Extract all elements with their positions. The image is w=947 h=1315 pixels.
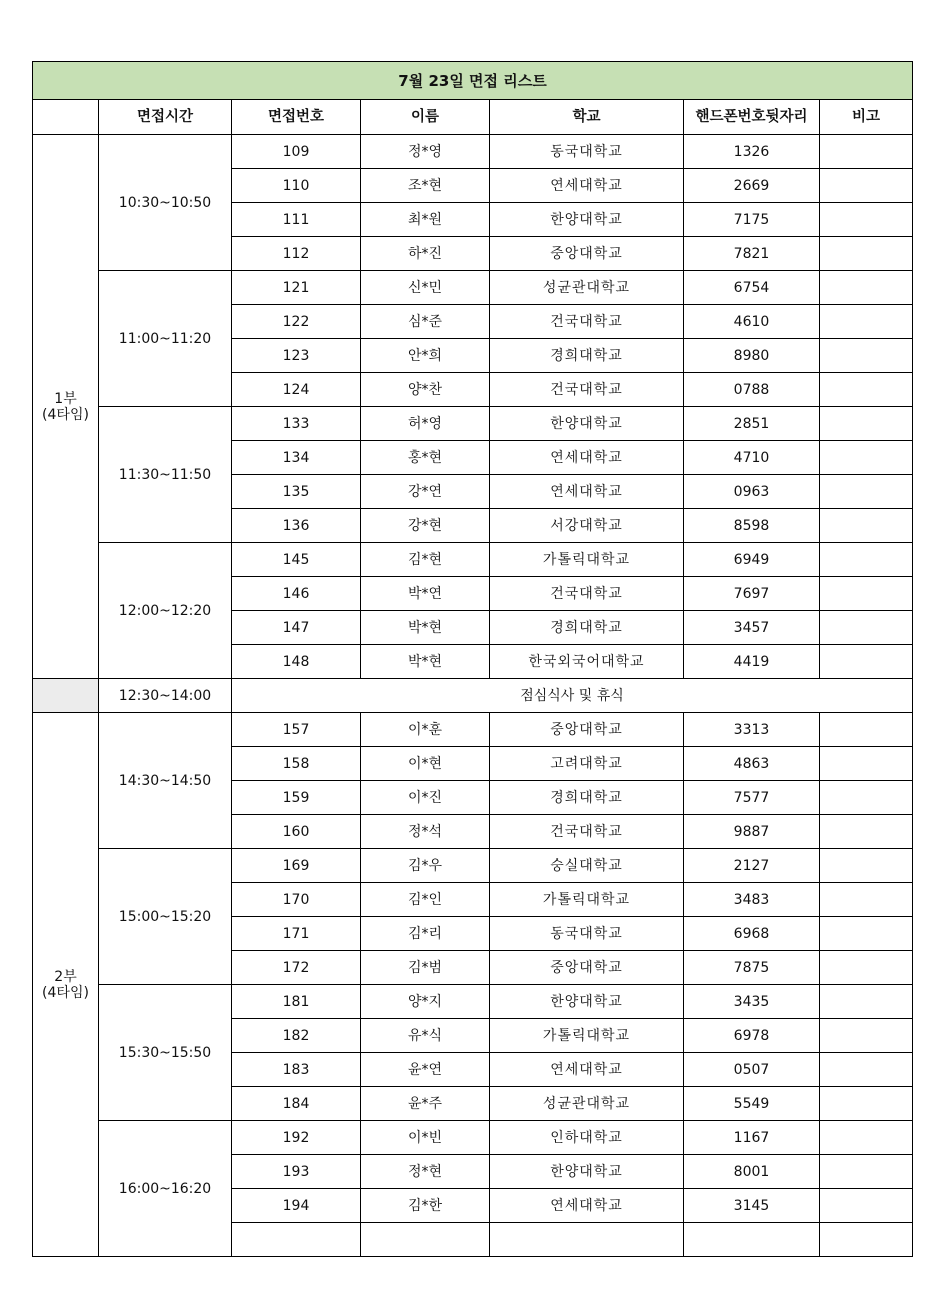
applicant-name: 박*현 (361, 645, 490, 679)
table-row (33, 849, 913, 883)
note-cell (820, 543, 913, 577)
phone-last-digits: 3145 (684, 1189, 820, 1223)
interview-number: 145 (232, 543, 361, 577)
interview-number: 184 (232, 1087, 361, 1121)
interview-number: 121 (232, 271, 361, 305)
lunch-row (33, 679, 913, 713)
applicant-name: 정*영 (361, 135, 490, 169)
interview-number: 148 (232, 645, 361, 679)
applicant-name: 김*한 (361, 1189, 490, 1223)
school-name (490, 1223, 684, 1257)
school-name: 한국외국어대학교 (490, 645, 684, 679)
school-name: 가톨릭대학교 (490, 1019, 684, 1053)
applicant-name: 신*민 (361, 271, 490, 305)
part-title: 1부 (54, 390, 77, 407)
phone-last-digits: 2669 (684, 169, 820, 203)
applicant-name: 박*연 (361, 577, 490, 611)
school-name: 숭실대학교 (490, 849, 684, 883)
note-cell (820, 237, 913, 271)
interview-number: 182 (232, 1019, 361, 1053)
school-name: 건국대학교 (490, 305, 684, 339)
applicant-name: 심*준 (361, 305, 490, 339)
phone-last-digits: 8001 (684, 1155, 820, 1189)
note-cell (820, 509, 913, 543)
applicant-name: 허*영 (361, 407, 490, 441)
phone-last-digits: 4419 (684, 645, 820, 679)
time-slot: 16:00~16:20 (99, 1121, 232, 1257)
phone-last-digits: 6978 (684, 1019, 820, 1053)
school-name: 연세대학교 (490, 1189, 684, 1223)
applicant-name: 홍*현 (361, 441, 490, 475)
header-time: 면접시간 (99, 100, 232, 135)
interview-number: 192 (232, 1121, 361, 1155)
note-cell (820, 1223, 913, 1257)
interview-number: 160 (232, 815, 361, 849)
school-name: 경희대학교 (490, 781, 684, 815)
school-name: 가톨릭대학교 (490, 543, 684, 577)
school-name: 경희대학교 (490, 339, 684, 373)
time-slot: 11:30~11:50 (99, 407, 232, 543)
school-name: 동국대학교 (490, 917, 684, 951)
note-cell (820, 815, 913, 849)
lunch-text: 점심식사 및 휴식 (232, 679, 913, 713)
note-cell (820, 849, 913, 883)
interview-number: 172 (232, 951, 361, 985)
time-slot: 10:30~10:50 (99, 135, 232, 271)
note-cell (820, 203, 913, 237)
note-cell (820, 1155, 913, 1189)
phone-last-digits: 3313 (684, 713, 820, 747)
school-name: 연세대학교 (490, 169, 684, 203)
phone-last-digits: 9887 (684, 815, 820, 849)
interview-number: 122 (232, 305, 361, 339)
applicant-name: 김*리 (361, 917, 490, 951)
note-cell (820, 1189, 913, 1223)
interview-number: 183 (232, 1053, 361, 1087)
interview-number: 169 (232, 849, 361, 883)
time-slot: 15:30~15:50 (99, 985, 232, 1121)
table-row (33, 985, 913, 1019)
note-cell (820, 135, 913, 169)
interview-number: 158 (232, 747, 361, 781)
school-name: 한양대학교 (490, 407, 684, 441)
part-label (33, 135, 99, 679)
note-cell (820, 305, 913, 339)
interview-number: 193 (232, 1155, 361, 1189)
phone-last-digits: 7821 (684, 237, 820, 271)
school-name: 연세대학교 (490, 441, 684, 475)
header-name: 이름 (361, 100, 490, 135)
note-cell (820, 645, 913, 679)
school-name: 연세대학교 (490, 1053, 684, 1087)
header-number: 면접번호 (232, 100, 361, 135)
interview-number: 181 (232, 985, 361, 1019)
school-name: 한양대학교 (490, 985, 684, 1019)
interview-list-table (32, 61, 913, 1257)
applicant-name: 정*석 (361, 815, 490, 849)
part-subtitle: (4타임) (42, 984, 89, 1001)
school-name: 인하대학교 (490, 1121, 684, 1155)
interview-number: 133 (232, 407, 361, 441)
note-cell (820, 169, 913, 203)
note-cell (820, 883, 913, 917)
interview-number: 157 (232, 713, 361, 747)
phone-last-digits: 1167 (684, 1121, 820, 1155)
applicant-name: 김*범 (361, 951, 490, 985)
note-cell (820, 747, 913, 781)
header-school: 학교 (490, 100, 684, 135)
school-name: 건국대학교 (490, 373, 684, 407)
applicant-name: 하*진 (361, 237, 490, 271)
phone-last-digits: 3457 (684, 611, 820, 645)
phone-last-digits: 0507 (684, 1053, 820, 1087)
time-slot: 15:00~15:20 (99, 849, 232, 985)
applicant-name: 이*진 (361, 781, 490, 815)
lunch-part-cell (33, 679, 99, 713)
phone-last-digits: 7175 (684, 203, 820, 237)
table-row (33, 271, 913, 305)
school-name: 서강대학교 (490, 509, 684, 543)
interview-number: 111 (232, 203, 361, 237)
interview-number: 147 (232, 611, 361, 645)
interview-number: 124 (232, 373, 361, 407)
phone-last-digits: 3483 (684, 883, 820, 917)
note-cell (820, 611, 913, 645)
table-row (33, 543, 913, 577)
phone-last-digits: 0788 (684, 373, 820, 407)
note-cell (820, 339, 913, 373)
note-cell (820, 1087, 913, 1121)
school-name: 성균관대학교 (490, 1087, 684, 1121)
school-name: 가톨릭대학교 (490, 883, 684, 917)
interview-number: 110 (232, 169, 361, 203)
note-cell (820, 985, 913, 1019)
lunch-time: 12:30~14:00 (99, 679, 232, 713)
interview-number: 123 (232, 339, 361, 373)
phone-last-digits: 4610 (684, 305, 820, 339)
time-slot: 11:00~11:20 (99, 271, 232, 407)
header-part (33, 100, 99, 135)
school-name: 고려대학교 (490, 747, 684, 781)
table-row (33, 407, 913, 441)
school-name: 성균관대학교 (490, 271, 684, 305)
note-cell (820, 577, 913, 611)
part-subtitle: (4타임) (42, 406, 89, 423)
applicant-name: 강*연 (361, 475, 490, 509)
note-cell (820, 951, 913, 985)
phone-last-digits: 2127 (684, 849, 820, 883)
phone-last-digits: 3435 (684, 985, 820, 1019)
applicant-name: 양*찬 (361, 373, 490, 407)
time-slot: 14:30~14:50 (99, 713, 232, 849)
interview-number: 159 (232, 781, 361, 815)
note-cell (820, 475, 913, 509)
interview-number: 146 (232, 577, 361, 611)
applicant-name: 김*우 (361, 849, 490, 883)
note-cell (820, 713, 913, 747)
part-label (33, 713, 99, 1257)
phone-last-digits (684, 1223, 820, 1257)
header-phone: 핸드폰번호뒷자리 (684, 100, 820, 135)
applicant-name: 이*빈 (361, 1121, 490, 1155)
applicant-name: 윤*주 (361, 1087, 490, 1121)
phone-last-digits: 8980 (684, 339, 820, 373)
phone-last-digits: 7875 (684, 951, 820, 985)
school-name: 한양대학교 (490, 203, 684, 237)
note-cell (820, 781, 913, 815)
school-name: 연세대학교 (490, 475, 684, 509)
interview-number: 112 (232, 237, 361, 271)
applicant-name: 윤*연 (361, 1053, 490, 1087)
sheet-title: 7월 23일 면접 리스트 (33, 62, 913, 100)
phone-last-digits: 6754 (684, 271, 820, 305)
phone-last-digits: 2851 (684, 407, 820, 441)
phone-last-digits: 8598 (684, 509, 820, 543)
phone-last-digits: 6968 (684, 917, 820, 951)
phone-last-digits: 7697 (684, 577, 820, 611)
note-cell (820, 1053, 913, 1087)
school-name: 중앙대학교 (490, 713, 684, 747)
phone-last-digits: 5549 (684, 1087, 820, 1121)
note-cell (820, 1019, 913, 1053)
interview-number: 134 (232, 441, 361, 475)
school-name: 한양대학교 (490, 1155, 684, 1189)
note-cell (820, 441, 913, 475)
time-slot: 12:00~12:20 (99, 543, 232, 679)
note-cell (820, 917, 913, 951)
note-cell (820, 407, 913, 441)
applicant-name: 안*희 (361, 339, 490, 373)
phone-last-digits: 4710 (684, 441, 820, 475)
phone-last-digits: 4863 (684, 747, 820, 781)
applicant-name: 유*식 (361, 1019, 490, 1053)
interview-number: 194 (232, 1189, 361, 1223)
applicant-name: 이*훈 (361, 713, 490, 747)
school-name: 경희대학교 (490, 611, 684, 645)
applicant-name: 강*현 (361, 509, 490, 543)
table-row (33, 713, 913, 747)
table-row (33, 1121, 913, 1155)
school-name: 건국대학교 (490, 577, 684, 611)
applicant-name: 김*인 (361, 883, 490, 917)
note-cell (820, 1121, 913, 1155)
school-name: 건국대학교 (490, 815, 684, 849)
interview-number: 170 (232, 883, 361, 917)
applicant-name: 정*현 (361, 1155, 490, 1189)
part-title: 2부 (54, 968, 77, 985)
interview-number (232, 1223, 361, 1257)
note-cell (820, 271, 913, 305)
applicant-name (361, 1223, 490, 1257)
applicant-name: 박*현 (361, 611, 490, 645)
interview-number: 171 (232, 917, 361, 951)
phone-last-digits: 6949 (684, 543, 820, 577)
school-name: 동국대학교 (490, 135, 684, 169)
interview-number: 135 (232, 475, 361, 509)
interview-number: 109 (232, 135, 361, 169)
phone-last-digits: 7577 (684, 781, 820, 815)
applicant-name: 양*지 (361, 985, 490, 1019)
applicant-name: 조*현 (361, 169, 490, 203)
header-note: 비고 (820, 100, 913, 135)
phone-last-digits: 1326 (684, 135, 820, 169)
school-name: 중앙대학교 (490, 237, 684, 271)
applicant-name: 김*현 (361, 543, 490, 577)
applicant-name: 최*원 (361, 203, 490, 237)
interview-number: 136 (232, 509, 361, 543)
applicant-name: 이*현 (361, 747, 490, 781)
table-row (33, 135, 913, 169)
note-cell (820, 373, 913, 407)
phone-last-digits: 0963 (684, 475, 820, 509)
school-name: 중앙대학교 (490, 951, 684, 985)
